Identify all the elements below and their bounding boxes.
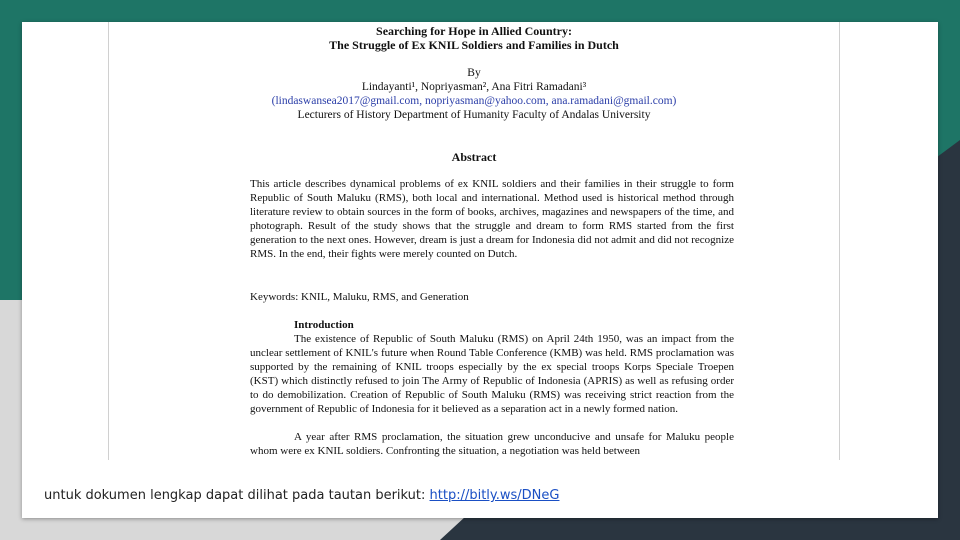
paper-title-line1: Searching for Hope in Allied Country: [376, 24, 572, 38]
introduction-paragraph-2: A year after RMS proclamation, the situation grew unconducive and unsafe for Maluku people whom were ex KNIL soldiers. Confronting the situation, a negotiation was held between [250, 431, 734, 457]
introduction-heading: Introduction [294, 319, 354, 331]
affiliation: Lecturers of History Department of Humanity Faculty of Andalas University [297, 109, 651, 121]
keywords: Keywords: KNIL, Maluku, RMS, and Generation [250, 291, 469, 303]
paper-title-line2: The Struggle of Ex KNIL Soldiers and Families in Dutch [329, 38, 619, 52]
document-link[interactable]: http://bitly.ws/DNeG [429, 488, 560, 503]
author-emails: (lindaswansea2017@gmail.com, nopriyasman@yahoo.com, ana.ramadani@gmail.com) [271, 95, 677, 107]
document-screenshot [108, 22, 840, 460]
abstract-text: This article describes dynamical problems of ex KNIL soldiers and their families in their struggle to form Republic of South Maluku (RMS), both local and international. Method used is historical method through literature review to obtain sources in the form of books, archives, magazines and newspapers of the time, and photograph. Result of the study shows that the struggle and dream to form RMS started from the first generation to the next ones. However, dream is just a dream for Indonesia did not admit and did not recognize RMS. In the end, their fights were merely counted on Dutch. [250, 178, 734, 260]
introduction-paragraph-1: The existence of Republic of South Maluku (RMS) on April 24th 1950, was an impact from the unclear settlement of KNIL's future when Round Table Conference (KMB) was held. RMS proclamation was supported by the remaining of KNIL troops especially by the ex special troops Korps Speciale Troepen (KST) which distinctly refused to join The Army of Republic of Indonesia (APRIS) as well as refusing order to do demobilization. Creation of Republic of South Maluku (RMS) was receiving strict reaction from the government of Republic of Indonesia for it believed as a separation act in a newly formed nation. [250, 333, 734, 415]
authors: Lindayanti¹, Nopriyasman², Ana Fitri Ramadani³ [361, 81, 587, 93]
caption [44, 488, 559, 503]
caption-text: untuk dokumen lengkap dapat dilihat pada tautan berikut: [44, 488, 430, 503]
abstract-heading: Abstract [451, 150, 497, 164]
by-label: By [467, 67, 481, 79]
slide [22, 22, 938, 518]
